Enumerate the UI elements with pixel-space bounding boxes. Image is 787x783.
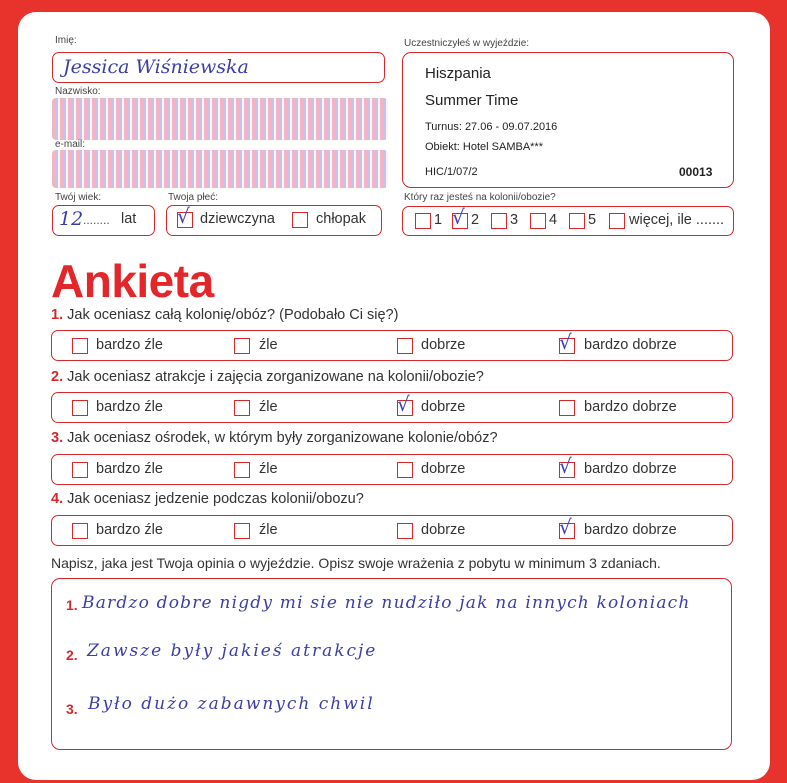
checkbox-chlopak[interactable]	[292, 212, 308, 228]
answer-line-1: Bardzo dobre nigdy mi sie nie nudziło jak na innych koloniach	[82, 593, 691, 613]
question-text: Jak oceniasz atrakcje i zajęcia zorganizowane na kolonii/obozie?	[67, 369, 484, 385]
gender-option-label: chłopak	[316, 211, 366, 227]
answer-line-2: Zawsze były jakieś atrakcje	[87, 641, 378, 661]
trip-country: Hiszpania	[425, 65, 491, 82]
trip-turnus: Turnus: 27.06 - 09.07.2016	[425, 121, 558, 133]
rating-row-4	[51, 515, 733, 546]
question-4	[51, 491, 364, 507]
checkbox-q1-zle[interactable]	[234, 338, 250, 354]
email-redacted	[52, 150, 388, 188]
opinion-prompt: Napisz, jaka jest Twoja opinia o wyjeździe. Opisz swoje wrażenia z pobytu w minimum 3 zdaniach.	[51, 555, 661, 571]
times-field	[402, 206, 734, 236]
answer-number: 3.	[66, 701, 78, 717]
rating-label: dobrze	[421, 337, 466, 353]
rating-label: dobrze	[421, 522, 466, 538]
rating-label: bardzo źle	[96, 461, 163, 477]
rating-row-3	[51, 454, 733, 485]
check-mark-icon: √	[559, 454, 572, 478]
checkbox-q2-dobrze[interactable]	[397, 392, 413, 416]
question-number: 4.	[51, 491, 64, 507]
survey-page	[18, 12, 770, 780]
checkbox-q1-bardzo-dobrze[interactable]	[559, 330, 575, 354]
checkbox-q4-bardzo-dobrze[interactable]	[559, 515, 575, 539]
age-label: Twój wiek:	[55, 192, 102, 203]
question-text: Jak oceniasz jedzenie podczas kolonii/obozu?	[67, 491, 364, 507]
question-number: 2.	[51, 369, 64, 385]
question-1	[51, 307, 398, 323]
trip-number: 00013	[679, 165, 713, 179]
checkbox-q3-dobrze[interactable]	[397, 462, 413, 478]
question-3	[51, 430, 498, 446]
checkbox-q4-dobrze[interactable]	[397, 523, 413, 539]
trip-obiekt: Obiekt: Hotel SAMBA***	[425, 141, 543, 153]
age-field[interactable]	[52, 205, 155, 236]
answer-number: 2.	[66, 647, 78, 663]
question-2	[51, 369, 484, 385]
rating-label: źle	[259, 399, 278, 415]
checkbox-q4-bardzo-zle[interactable]	[72, 523, 88, 539]
checkbox-q4-zle[interactable]	[234, 523, 250, 539]
times-option-label: 5	[588, 212, 597, 228]
name-value: Jessica Wiśniewska	[63, 56, 249, 78]
rating-label: źle	[259, 337, 278, 353]
rating-label: bardzo dobrze	[584, 461, 677, 477]
times-option-label: więcej, ile .......	[629, 212, 725, 228]
checkbox-dziewczyna[interactable]	[177, 204, 193, 228]
rating-row-1	[51, 330, 733, 361]
answer-number: 1.	[66, 597, 78, 613]
times-label: Który raz jesteś na kolonii/obozie?	[404, 192, 556, 203]
rating-label: źle	[259, 461, 278, 477]
check-mark-icon: √	[177, 204, 190, 228]
checkbox-q2-bardzo-dobrze[interactable]	[559, 400, 575, 416]
times-option-label: 2	[471, 212, 480, 228]
gender-field	[166, 205, 382, 236]
opinion-textarea[interactable]	[51, 578, 732, 750]
checkbox-q2-bardzo-zle[interactable]	[72, 400, 88, 416]
gender-option-label: dziewczyna	[200, 211, 275, 227]
checkbox-times-2[interactable]	[452, 205, 468, 229]
checkbox-q1-dobrze[interactable]	[397, 338, 413, 354]
check-mark-icon: √	[559, 515, 572, 539]
trip-code: HIC/1/07/2	[425, 166, 478, 178]
name-label: Imię:	[55, 35, 77, 46]
gender-label: Twoja płeć:	[168, 192, 219, 203]
trip-name: Summer Time	[425, 92, 519, 109]
rating-label: dobrze	[421, 461, 466, 477]
question-number: 1.	[51, 307, 64, 323]
email-label: e-mail:	[55, 139, 86, 150]
question-text: Jak oceniasz całą kolonię/obóz? (Podobało Ci się?)	[67, 307, 399, 323]
check-mark-icon: √	[397, 392, 410, 416]
times-option-label: 4	[549, 212, 558, 228]
rating-label: bardzo źle	[96, 522, 163, 538]
checkbox-times-5[interactable]	[569, 213, 585, 229]
trip-info-box	[402, 52, 734, 188]
checkbox-q3-bardzo-zle[interactable]	[72, 462, 88, 478]
rating-label: dobrze	[421, 399, 466, 415]
checkbox-q1-bardzo-zle[interactable]	[72, 338, 88, 354]
checkbox-q3-zle[interactable]	[234, 462, 250, 478]
times-option-label: 1	[434, 212, 443, 228]
check-mark-icon: √	[452, 205, 465, 229]
check-mark-icon: √	[559, 330, 572, 354]
survey-title: Ankieta	[51, 255, 214, 307]
rating-label: bardzo dobrze	[584, 522, 677, 538]
times-option-label: 3	[510, 212, 519, 228]
surname-label: Nazwisko:	[55, 86, 101, 97]
rating-label: bardzo dobrze	[584, 399, 677, 415]
rating-row-2	[51, 392, 733, 423]
rating-label: bardzo dobrze	[584, 337, 677, 353]
surname-redacted	[52, 98, 388, 140]
answer-line-3: Było dużo zabawnych chwil	[88, 694, 375, 714]
checkbox-times-4[interactable]	[530, 213, 546, 229]
rating-label: bardzo źle	[96, 337, 163, 353]
checkbox-q3-bardzo-dobrze[interactable]	[559, 454, 575, 478]
name-field[interactable]	[52, 52, 385, 83]
rating-label: bardzo źle	[96, 399, 163, 415]
question-number: 3.	[51, 430, 64, 446]
checkbox-times-1[interactable]	[415, 213, 431, 229]
age-unit: lat	[121, 211, 137, 227]
checkbox-q2-zle[interactable]	[234, 400, 250, 416]
age-dots: ........	[83, 213, 110, 227]
checkbox-times-3[interactable]	[491, 213, 507, 229]
question-text: Jak oceniasz ośrodek, w którym były zorganizowane kolonie/obóz?	[67, 430, 498, 446]
trip-label: Uczestniczyłeś w wyjeździe:	[404, 38, 530, 49]
rating-label: źle	[259, 522, 278, 538]
checkbox-times-more[interactable]	[609, 213, 625, 229]
age-value: 12	[59, 208, 84, 230]
